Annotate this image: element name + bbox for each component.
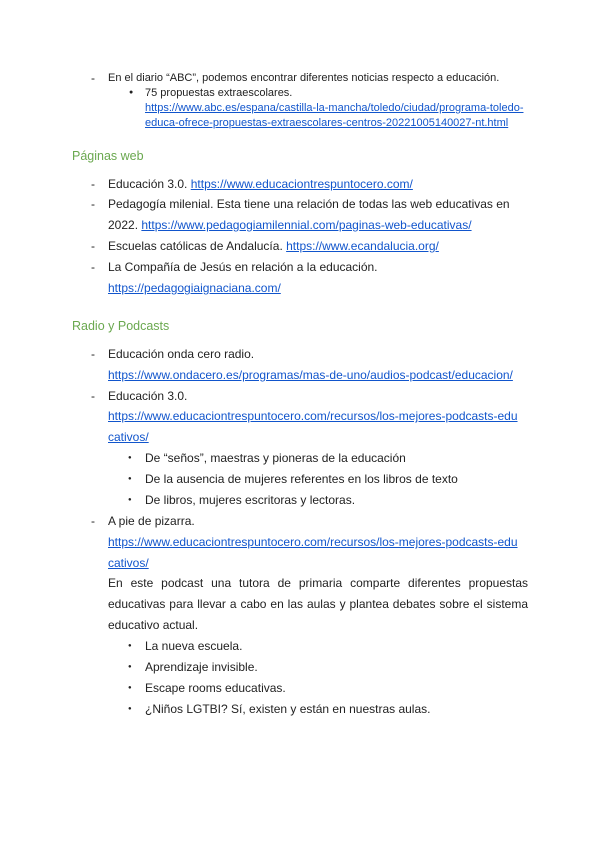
bullet-dot: ● — [128, 476, 132, 482]
web-item-pedagogia — [108, 217, 472, 233]
bullet-dot: ● — [128, 497, 132, 503]
list-dash: - — [91, 197, 95, 211]
news-item-text: En el diario “ABC”, podemos encontrar diferentes noticias respecto a educación. — [108, 72, 500, 84]
web-link-jesus[interactable]: https://pedagogiaignaciana.com/ — [108, 281, 281, 295]
abc-link-continued[interactable]: educa-ofrece-propuestas-extraescolares-centros-20221005140027-nt.html — [145, 117, 509, 129]
podcast-sub-item: De libros, mujeres escritoras y lectoras. — [145, 493, 356, 507]
bullet-dot: ● — [128, 664, 132, 670]
web-item-text: Educación 3.0. — [108, 177, 191, 191]
radio-link-pizarra[interactable]: https://www.educaciontrespuntocero.com/recursos/los-mejores-podcasts-edu — [108, 535, 518, 549]
radio-link-onda[interactable]: https://www.ondacero.es/programas/mas-de-uno/audios-podcast/educacion/ — [108, 368, 513, 382]
section-heading-radio: Radio y Podcasts — [72, 319, 170, 333]
podcast-sub-item: Aprendizaje invisible. — [145, 660, 258, 674]
section-heading-web: Páginas web — [72, 149, 144, 163]
web-link-educacion[interactable]: https://www.educaciontrespuntocero.com/ — [190, 177, 413, 191]
radio-link-educacion[interactable]: https://www.educaciontrespuntocero.com/recursos/los-mejores-podcasts-edu — [108, 409, 518, 423]
bullet-dot: ● — [128, 685, 132, 691]
bullet-dot: ● — [128, 455, 132, 461]
podcast-description-line: educativo actual. — [108, 618, 199, 632]
web-link-escuelas[interactable]: https://www.ecandalucia.org/ — [286, 239, 439, 253]
podcast-sub-item: ¿Niños LGTBI? Sí, existen y están en nuestras aulas. — [145, 702, 431, 716]
list-dash: - — [91, 177, 95, 191]
radio-link-pizarra-continued[interactable]: cativos/ — [108, 556, 149, 570]
podcast-sub-item: De la ausencia de mujeres referentes en los libros de texto — [145, 472, 458, 486]
list-dash: - — [91, 239, 95, 253]
podcast-description-line: En este podcast una tutora de primaria comparte diferentes propuestas — [108, 576, 528, 590]
podcast-description-line: educativas para llevar a cabo en las aulas y plantea debates sobre el sistema — [108, 597, 528, 611]
web-item-text: Escuelas católicas de Andalucía. — [108, 239, 287, 253]
list-dash: - — [91, 347, 95, 361]
web-item-text: 2022. — [108, 218, 142, 232]
list-dash: - — [91, 514, 95, 528]
podcast-sub-item: Escape rooms educativas. — [145, 681, 286, 695]
web-item-educacion — [108, 176, 413, 192]
abc-link[interactable]: https://www.abc.es/espana/castilla-la-mancha/toledo/ciudad/programa-toledo- — [145, 102, 524, 114]
web-link-pedagogia[interactable]: https://www.pedagogiamilennial.com/paginas-web-educativas/ — [141, 218, 472, 232]
news-sub-text: 75 propuestas extraescolares. — [145, 87, 293, 99]
list-dash: - — [91, 260, 95, 274]
list-dash: - — [91, 71, 95, 85]
bullet-dot: ● — [128, 706, 132, 712]
radio-link-educacion-continued[interactable]: cativos/ — [108, 430, 149, 444]
web-item-pedagogia-text: Pedagogía milenial. Esta tiene una relación de todas las web educativas en — [108, 197, 510, 211]
radio-item-onda-text: Educación onda cero radio. — [108, 347, 255, 361]
web-item-escuelas — [108, 238, 439, 254]
radio-item-educacion-text: Educación 3.0. — [108, 389, 188, 403]
bullet-dot: ● — [128, 643, 132, 649]
podcast-sub-item: La nueva escuela. — [145, 639, 243, 653]
list-dash: - — [91, 389, 95, 403]
radio-item-pizarra-text: A pie de pizarra. — [108, 514, 195, 528]
web-item-jesus-text: La Compañía de Jesús en relación a la educación. — [108, 260, 378, 274]
bullet-dot: ● — [129, 89, 134, 96]
podcast-sub-item: De “seños”, maestras y pioneras de la educación — [145, 451, 406, 465]
